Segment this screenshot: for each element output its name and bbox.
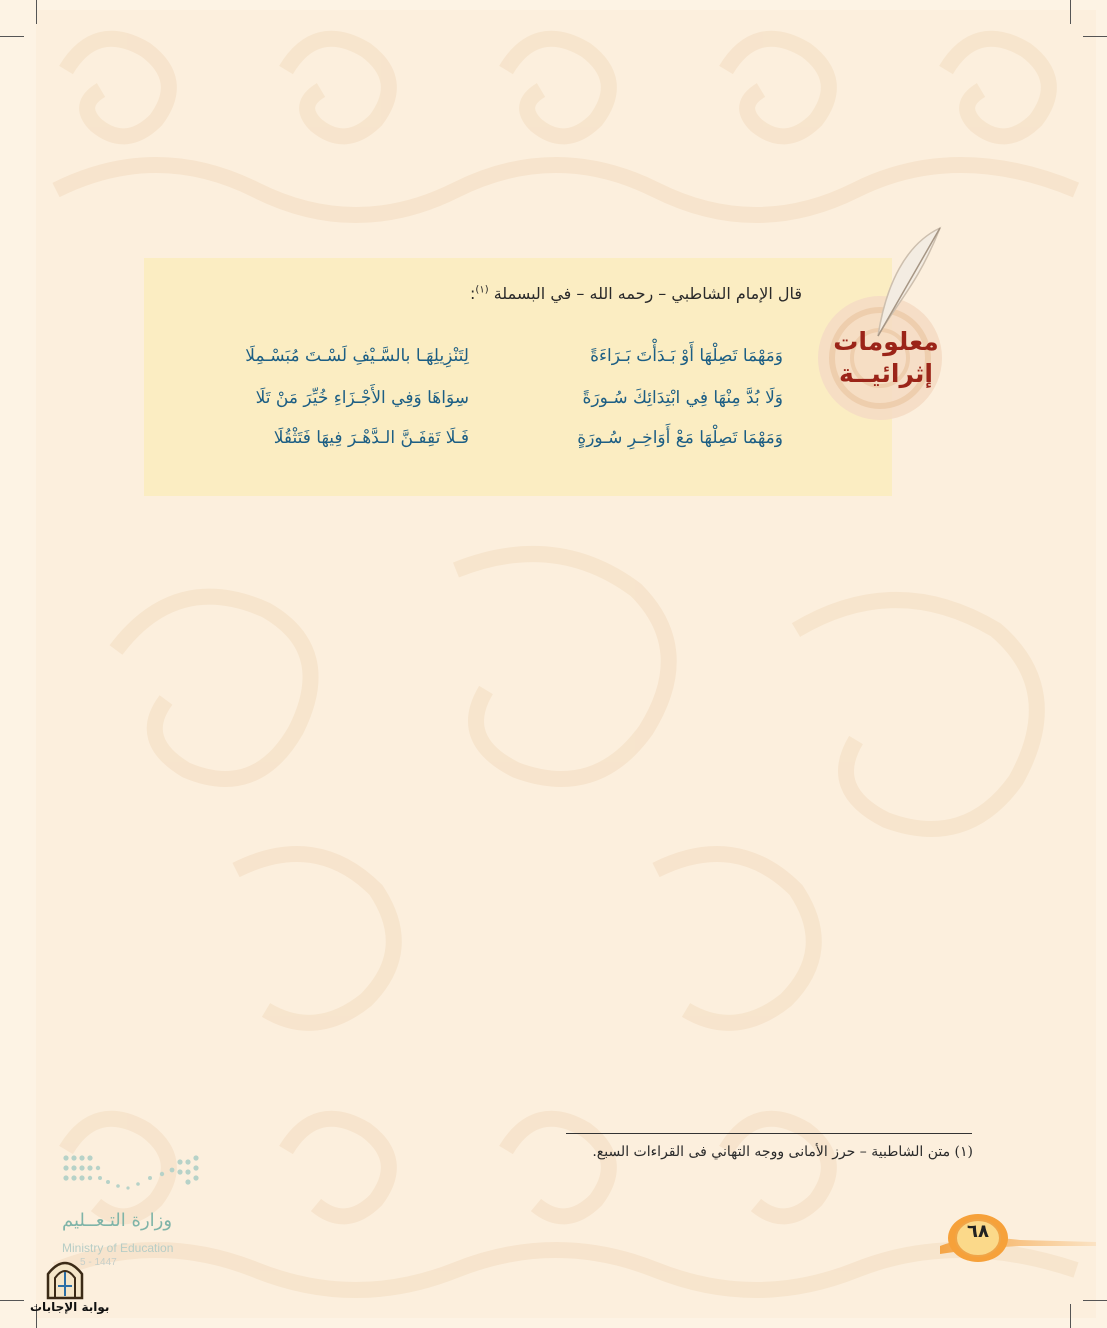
background-ornament	[36, 10, 1096, 1318]
verse-left-2: سِوَاهَا وَفِي الأَجْـزَاءِ خُيِّرَ مَنْ تَلَا	[255, 388, 469, 408]
intro-main-text: قال الإمام الشاطبي – رحمه الله – في البسملة	[493, 284, 802, 303]
ministry-year: 5 - 1447	[80, 1257, 117, 1268]
ministry-name-arabic: وزارة التـعــليم	[62, 1210, 173, 1231]
footnote-divider	[566, 1133, 972, 1134]
page-number: ٦٨	[967, 1221, 989, 1242]
footnote-text: (١) متن الشاطبية – حرز الأمانى ووجه التهاني فى القراءات السبع.	[592, 1144, 973, 1160]
footnote-reference: (١)	[475, 284, 489, 296]
gateway-label: بوابة الإجابات	[30, 1300, 110, 1314]
intro-colon: :	[470, 284, 476, 303]
verse-right-2: وَلَا بُدَّ مِنْهَا فِي ابْتِدَائِكَ سُـورَةً	[582, 388, 783, 408]
crop-mark	[0, 36, 24, 37]
gateway-logo-icon	[44, 1256, 86, 1300]
badge-title-line2: إثرائيــة	[839, 359, 933, 388]
badge-title-line1: معلومات	[833, 327, 939, 356]
intro-text	[470, 284, 802, 303]
crop-mark	[0, 1300, 24, 1301]
verse-left-1: لِتَنْزِيلِهَـا بالسَّـيْفِ لَسْـتَ مُبَسْـمِلَا	[245, 346, 469, 366]
badge-title	[826, 326, 946, 390]
verse-right-3: وَمَهْمَا تَصِلْهَا مَعْ أَوَاخِـرِ سُـورَةٍ	[577, 428, 783, 448]
verse-right-1: وَمَهْمَا تَصِلْهَا أَوْ بَـدَأْتَ بَـرَاءَةً	[590, 346, 783, 366]
ministry-name-english: Ministry of Education	[62, 1241, 174, 1255]
verse-left-3: فَـلَا تَقِفَـنَّ الـدَّهْـرَ فِيهَا فَتَثْقُلَا	[273, 428, 469, 448]
ministry-logo-dots	[60, 1152, 200, 1198]
